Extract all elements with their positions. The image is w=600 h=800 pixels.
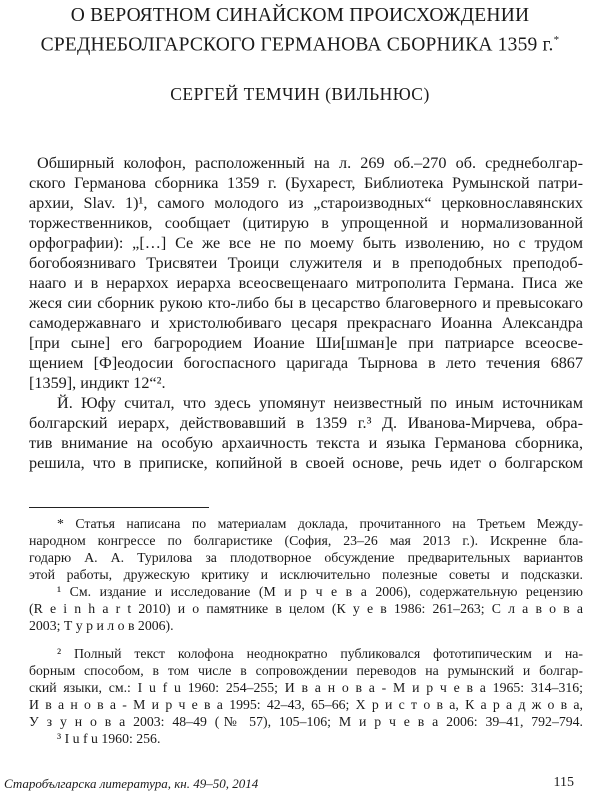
article-title-line-1: О ВЕРОЯТНОМ СИНАЙСКОМ ПРОИСХОЖДЕНИИ [70, 5, 530, 26]
article-title-line-2 [0, 28, 600, 58]
author-line: СЕРГЕЙ ТЕМЧИН (ВИЛЬНЮС) [170, 84, 430, 104]
running-footer-journal: Старобългарска литература, кн. 49–50, 2014 [4, 776, 259, 791]
body-line: жеся сии сборник рукою кто-либо бы в цесарство благоверного и превысокаго [29, 294, 583, 312]
body-line: болгарский иерарх, действовавший в 1359 г.³ Д. Иванова-Мирчева, обра- [29, 414, 583, 432]
body-line: орфографии): „[…] Се же все не по моему быть изволению, но с трудом [29, 234, 583, 252]
body-line: нааго и в нерархох иерарха всеосвещенааго митрополита Германа. Писа же [29, 274, 583, 292]
body-line: архии, Slav. 1)¹, самого молодого из „староизводных“ церковнославянских [29, 194, 583, 212]
body-line: щением [Ф]еодосии богоспасного царигада Тырнова в лето течения 6867 [29, 354, 583, 372]
footnote-line: ¹ См. издание и исследование (М и р ч е в а 2006), содержательную рецензию [57, 584, 583, 599]
body-line: самодержавнаго и христолюбиваго цесаря прекраснаго Иоанна Александра [29, 314, 583, 332]
footnote-line: этой работы, дружескую критику и исключительно полезные советы и подсказки. [29, 567, 583, 582]
body-line: [при сыне] его багрородием Иоание Ши[шман]е при патриарсе всеосве- [29, 334, 583, 352]
body-line: [1359], индикт 12“². [29, 374, 166, 392]
footnote-line: ский языки, см.: I u f u 1960: 254–255; И в а н о в а - М и р ч е в а 1965: 314–316; [29, 680, 583, 695]
footnote-line: ³ I u f u 1960: 256. [57, 731, 161, 746]
body-line: богобоязниваго Трисвятеи Троици служителя и в преподобных преподоб- [29, 254, 583, 272]
footnote-line: ² Полный текст колофона неоднократно публиковался фототипическим и на- [57, 646, 583, 661]
title-footnote-mark: * [553, 34, 560, 46]
footnote-line: годарю А. А. Турилова за плодотворное обсуждение предварительных вариантов [29, 550, 583, 565]
body-line: ского Германова сборника 1359 г. (Бухарест, Библиотека Румынской патри- [29, 174, 583, 192]
footnote-line: И в а н о в а - М и р ч е в а 1995: 42–43, 65–66; Х р и с т о в а, К а р а д ж о в а, [29, 697, 583, 712]
body-line: торжественников, сообщает (цитирую в упрощенной и нормализованной [29, 214, 583, 232]
footnote-separator [29, 507, 209, 508]
body-line: Й. Юфу считал, что здесь упомянут неизвестный по иным источникам [57, 394, 583, 412]
footnote-line: (R e i n h a r t 2010) и о памятнике в целом (К у е в 1986: 261–263; С л а в о в а [29, 601, 583, 616]
footnote-line: * Статья написана по материалам доклада, прочитанного на Третьем Между- [57, 516, 583, 531]
footnote-line: борным способом, в том числе в сопровождении переводов на румынский и болгар- [29, 663, 583, 678]
body-line: Обширный колофон, расположенный на л. 269 об.–270 об. среднеболгар- [37, 154, 583, 172]
article-title-line-2-text: СРЕДНЕБОЛГАРСКОГО ГЕРМАНОВА СБОРНИКА 1359 г. [40, 34, 554, 56]
page-number: 115 [553, 775, 574, 790]
footnote-line: У з у н о в а 2003: 48–49 (№ 57), 105–106; М и р ч е в а 2006: 39–41, 792–794. [29, 714, 583, 729]
body-line: тив внимание на особую архаичность текста и языка Германова сборника, [29, 434, 583, 452]
footnote-line: 2003; Т у р и л о в 2006). [29, 618, 174, 633]
footnote-line: народном конгрессе по болгаристике (София, 23–26 мая 2013 г.). Искренне бла- [29, 533, 583, 548]
body-line: решила, что в приписке, копийной в своей основе, речь идет о болгарском [29, 454, 583, 472]
